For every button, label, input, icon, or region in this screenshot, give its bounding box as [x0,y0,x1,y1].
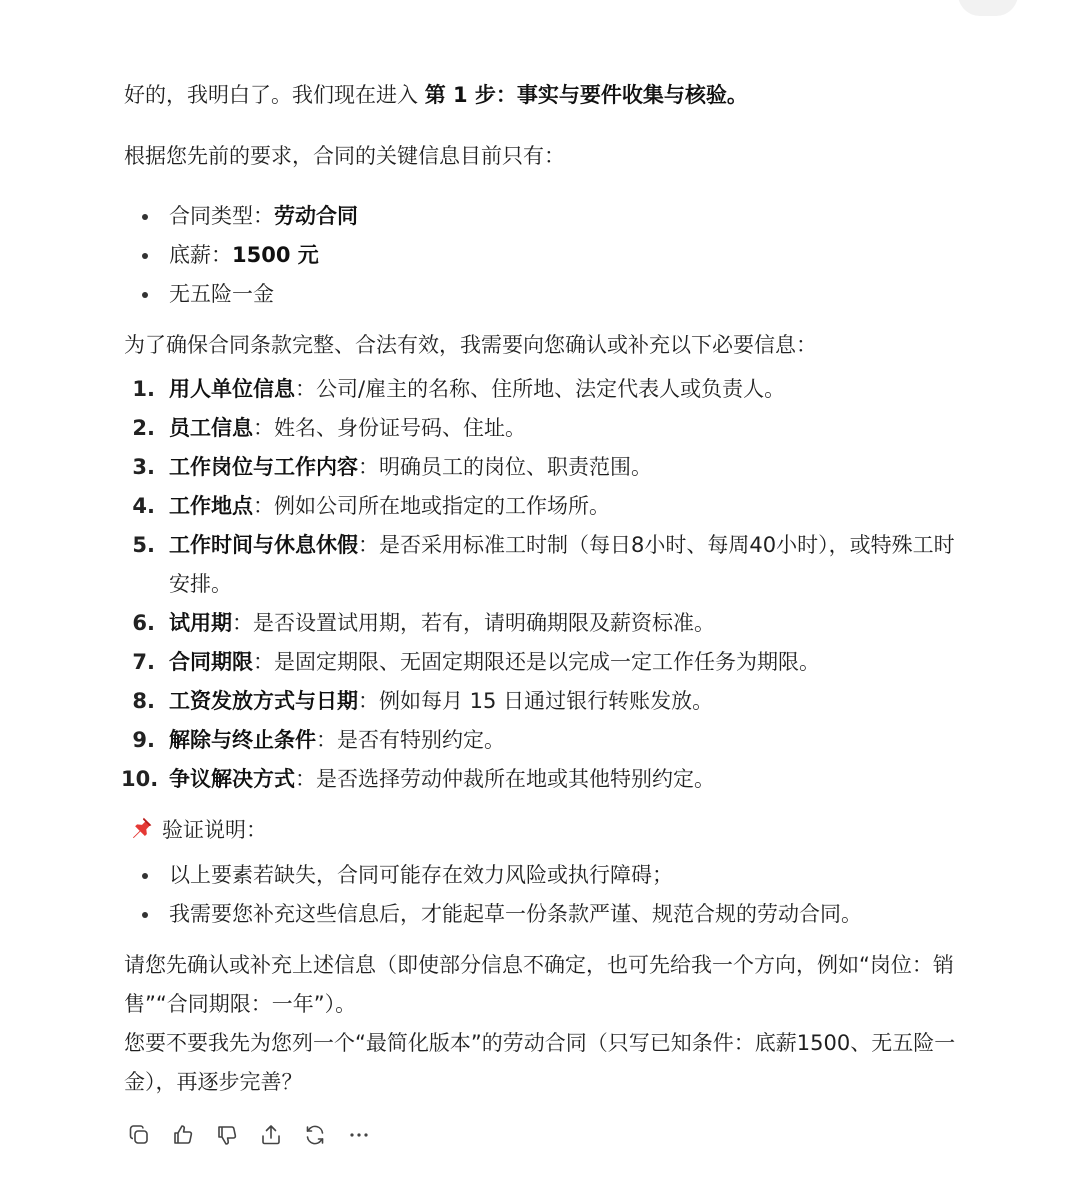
dislike-button[interactable] [212,1120,242,1150]
more-button[interactable] [344,1120,374,1150]
like-button[interactable] [168,1120,198,1150]
intro-step: 第 1 步：事实与要件收集与核验。 [424,83,748,107]
share-icon [259,1123,283,1147]
regenerate-button[interactable] [300,1120,330,1150]
list-item-text: ：是否设置试用期，若有，请明确期限及薪资标准。 [232,611,715,635]
verify-item: 我需要您补充这些信息后，才能起草一份条款严谨、规范合规的劳动合同。 [169,902,862,926]
list-item-title: 员工信息 [169,416,253,440]
verify-title: 验证说明： [162,818,267,842]
known-item-value: 1500 元 [232,243,319,267]
list-item [169,530,955,560]
intro-text: 好的，我明白了。我们现在进入 [124,83,425,107]
bullet [142,912,148,918]
list-item-text: ：明确员工的岗位、职责范围。 [358,455,652,479]
list-item-text: ：公司/雇主的名称、住所地、法定代表人或负责人。 [295,377,786,401]
thumbs-down-icon [215,1123,239,1147]
verify-item: 以上要素若缺失，合同可能存在效力风险或执行障碍； [169,863,673,887]
closing-paragraph-2-cont: 金），再逐步完善？ [124,1070,303,1094]
list-item [169,413,526,443]
list-item-continuation: 安排。 [169,572,232,596]
known-item-value: 劳动合同 [274,204,358,228]
known-item [169,240,319,270]
bullet [142,873,148,879]
list-item [169,725,505,755]
need-intro: 为了确保合同条款完整、合法有效，我需要向您确认或补充以下必要信息： [124,333,817,357]
list-item-text: ：例如每月 15 日通过银行转账发放。 [358,689,714,713]
corner-button[interactable] [958,0,1018,16]
known-item [169,279,274,309]
thumbs-up-icon [171,1123,195,1147]
copy-icon [127,1123,151,1147]
list-number: 1. [132,377,155,401]
known-item [169,201,358,231]
list-item-text: ：是否有特别约定。 [316,728,505,752]
known-item-label: 合同类型： [169,204,274,228]
bullet [142,253,148,259]
list-item-title: 工作时间与休息休假 [169,533,358,557]
list-item-text: ：是否采用标准工时制（每日8小时、每周40小时），或特殊工时 [358,533,955,557]
intro-line [124,80,748,110]
list-item [169,608,715,638]
list-item-title: 争议解决方式 [169,767,295,791]
bullet [142,292,148,298]
list-number: 8. [132,689,155,713]
list-item-text: ：是固定期限、无固定期限还是以完成一定工作任务为期限。 [253,650,820,674]
list-item [169,647,820,677]
more-icon [347,1123,371,1147]
list-item-title: 用人单位信息 [169,377,295,401]
bullet [142,214,148,220]
list-number: 5. [132,533,155,557]
closing-paragraph-1-cont: 售”“合同期限：一年”）。 [124,992,357,1016]
list-item-title: 工作地点 [169,494,253,518]
list-item-title: 解除与终止条件 [169,728,316,752]
list-number: 3. [132,455,155,479]
list-number: 7. [132,650,155,674]
known-item-label: 无五险一金 [169,282,274,306]
list-item-text: ：姓名、身份证号码、住址。 [253,416,526,440]
list-item-title: 合同期限 [169,650,253,674]
closing-paragraph-1: 请您先确认或补充上述信息（即使部分信息不确定，也可先给我一个方向，例如“岗位：销 [124,953,954,977]
regenerate-icon [303,1123,327,1147]
pushpin-icon [128,815,154,841]
list-number: 9. [132,728,155,752]
list-item-title: 试用期 [169,611,232,635]
list-item [169,491,610,521]
list-item-text: ：例如公司所在地或指定的工作场所。 [253,494,610,518]
list-item-text: ：是否选择劳动仲裁所在地或其他特别约定。 [295,767,715,791]
copy-button[interactable] [124,1120,154,1150]
list-item [169,764,715,794]
known-item-label: 底薪： [169,243,232,267]
list-item [169,686,713,716]
list-item-title: 工资发放方式与日期 [169,689,358,713]
known-intro: 根据您先前的要求，合同的关键信息目前只有： [124,144,565,168]
closing-paragraph-2: 您要不要我先为您列一个“最简化版本”的劳动合同（只写已知条件：底薪1500、无五险一 [124,1031,956,1055]
list-number: 4. [132,494,155,518]
list-number: 10. [121,767,159,791]
list-number: 2. [132,416,155,440]
list-item [169,452,652,482]
list-number: 6. [132,611,155,635]
list-item [169,374,785,404]
share-button[interactable] [256,1120,286,1150]
list-item-title: 工作岗位与工作内容 [169,455,358,479]
message-actions [124,1120,374,1150]
